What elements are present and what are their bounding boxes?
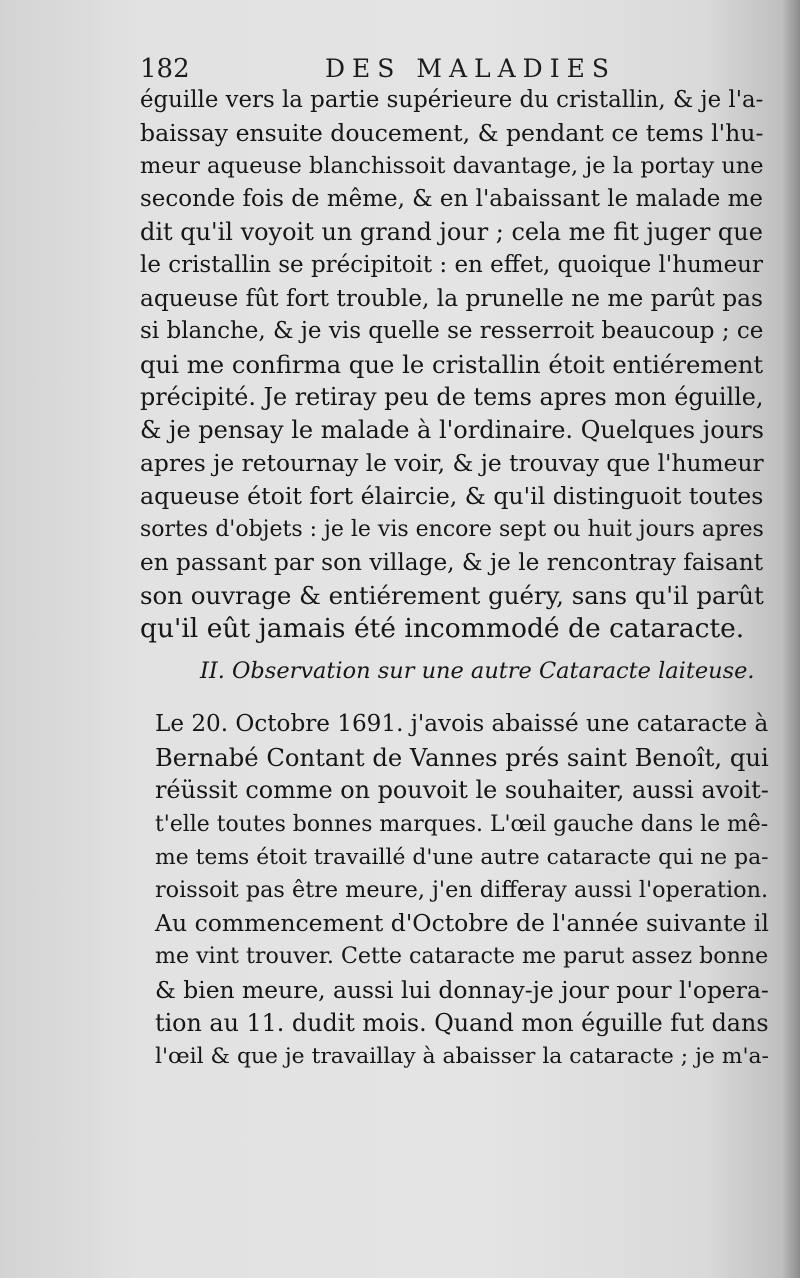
- paragraph-continued: [140, 84, 770, 645]
- text-line: tion au 11. dudit mois. Quand mon éguille fut dans: [155, 1008, 769, 1037]
- text-line: & bien meure, aussi lui donnay-je jour pour l'opera-: [155, 975, 769, 1004]
- page-gutter-shadow: [782, 0, 800, 1278]
- text-line: Bernabé Contant de Vannes prés saint Benoît, qui: [155, 743, 769, 773]
- text-line: réüssit comme on pouvoit le souhaiter, aussi avoit-: [155, 776, 769, 805]
- text-line: meur aqueuse blanchissoit davantage, je la portay une: [140, 153, 764, 179]
- text-line: précipité. Je retiray peu de tems apres mon éguille,: [140, 383, 764, 411]
- text-line: l'œil & que je travaillay à abaisser la cataracte ; je m'a-: [155, 1043, 769, 1069]
- observation-heading: II. Observation sur une autre Cataracte laiteuse.: [200, 658, 755, 684]
- text-line: Au commencement d'Octobre de l'année suivante il: [155, 909, 769, 938]
- text-line: dit qu'il voyoit un grand jour ; cela me fit juger que: [140, 218, 763, 246]
- page-number: 182: [140, 54, 190, 84]
- text-line: aqueuse fût fort trouble, la prunelle ne me parût pas: [140, 285, 763, 312]
- text-line: seconde fois de même, & en l'abaissant le malade me: [140, 186, 764, 212]
- text-line: roissoit pas être meure, j'en differay aussi l'operation.: [155, 876, 769, 903]
- paragraph-observation: [155, 708, 775, 1073]
- text-line: me tems étoit travaillé d'une autre cataracte qui ne pa-: [155, 844, 769, 870]
- text-line: sortes d'objets : je le vis encore sept ou huit jours apres: [140, 517, 764, 542]
- text-line: baissay ensuite doucement, & pendant ce tems l'hu-: [140, 119, 764, 147]
- text-line: qui me confirma que le cristallin étoit entiérement: [140, 350, 764, 379]
- running-title: DES MALADIES: [325, 54, 616, 83]
- text-line: aqueuse étoit fort élaircie, & qu'il distinguoit toutes: [140, 482, 764, 510]
- text-line: & je pensay le malade à l'ordinaire. Quelques jours: [140, 416, 764, 444]
- text-line: t'elle toutes bonnes marques. L'œil gauche dans le mê-: [155, 811, 769, 837]
- text-line: me vint trouver. Cette cataracte me parut assez bonne: [155, 943, 769, 970]
- running-head: [140, 50, 760, 86]
- text-line: en passant par son village, & je le rencontray faisant: [140, 549, 764, 576]
- text-line: éguille vers la partie supérieure du cristallin, & je l'a-: [140, 87, 764, 113]
- text-line: si blanche, & je vis quelle se resserroit beaucoup ; ce: [140, 318, 764, 344]
- text-line: apres je retournay le voir, & je trouvay que l'humeur: [140, 449, 764, 477]
- text-line: Le 20. Octobre 1691. j'avois abaissé une cataracte à: [155, 711, 769, 737]
- text-line: qu'il eût jamais été incommodé de cataracte.: [140, 613, 745, 644]
- text-line: son ouvrage & entiérement guéry, sans qu'il parût: [140, 581, 764, 610]
- text-line: le cristallin se précipitoit : en effet, quoique l'humeur: [140, 252, 763, 278]
